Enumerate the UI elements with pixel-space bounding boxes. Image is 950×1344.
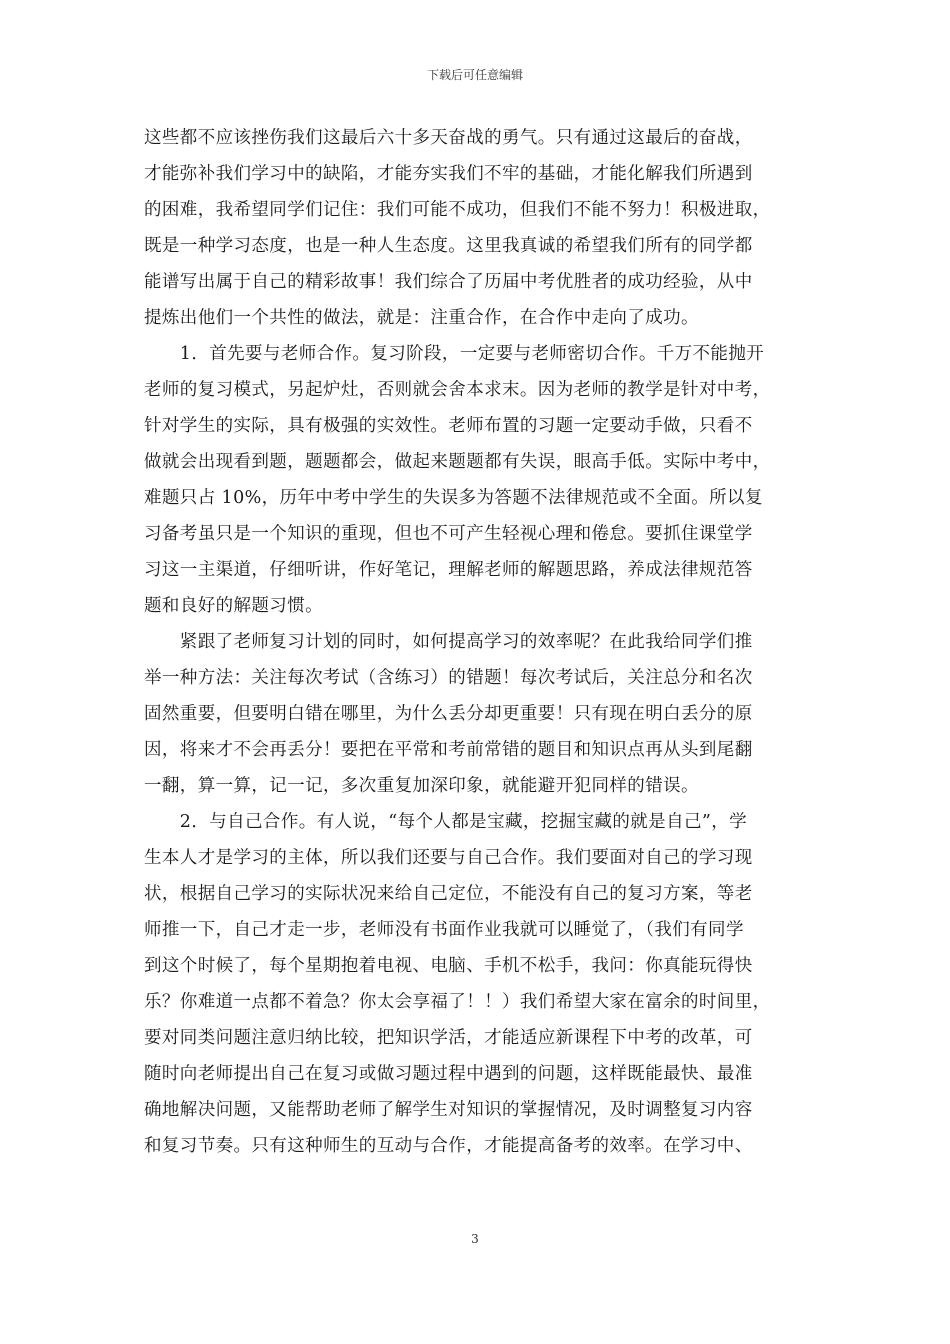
- text-line: 到这个时候了，每个星期抱着电视、电脑、手机不松手，我问：你真能玩得快: [144, 956, 753, 976]
- text-line: 紧跟了老师复习计划的同时，如何提高学习的效率呢？在此我给同学们推: [144, 632, 753, 652]
- text-line: 举一种方法：关注每次考试（含练习）的错题！每次考试后，关注总分和名次: [144, 668, 753, 688]
- text-line: 能谱写出属于自己的精彩故事！我们综合了历届中考优胜者的成功经验，从中: [144, 272, 753, 292]
- text-line: 难题只占 10%，历年中考中学生的失误多为答题不法律规范或不全面。所以复: [144, 488, 763, 508]
- text-line: 的困难，我希望同学们记住：我们可能不成功，但我们不能不努力！积极进取，: [144, 200, 771, 220]
- text-line: 题和良好的解题习惯。: [144, 596, 323, 616]
- text-line: 老师的复习模式，另起炉灶，否则就会舍本求末。因为老师的教学是针对中考，: [144, 380, 771, 400]
- document-body: [144, 120, 808, 1164]
- text-line: 要对同类问题注意归纳比较，把知识学活，才能适应新课程下中考的改革，可: [144, 1028, 753, 1048]
- text-line: 生本人才是学习的主体，所以我们还要与自己合作。我们要面对自己的学习现: [144, 848, 753, 868]
- text-line: 乐？你难道一点都不着急？你太会享福了！！）我们希望大家在富余的时间里，: [144, 992, 771, 1012]
- text-line: 随时向老师提出自己在复习或做习题过程中遇到的问题，这样既能最快、最准: [144, 1064, 753, 1084]
- text-line: 这些都不应该挫伤我们这最后六十多天奋战的勇气。只有通过这最后的奋战，: [144, 128, 753, 148]
- text-line: 师推一下，自己才走一步，老师没有书面作业我就可以睡觉了，（我们有同学: [144, 920, 744, 940]
- text-line: 固然重要，但要明白错在哪里，为什么丢分却更重要！只有现在明白丢分的原: [144, 704, 753, 724]
- text-line: 既是一种学习态度，也是一种人生态度。这里我真诚的希望我们所有的同学都: [144, 236, 753, 256]
- text-line: 做就会出现看到题，题题都会，做起来题题都有失误，眼高手低。实际中考中，: [144, 452, 771, 472]
- page-number: 3: [471, 1232, 479, 1246]
- text-line: 才能弥补我们学习中的缺陷，才能夯实我们不牢的基础，才能化解我们所遇到: [144, 164, 753, 184]
- text-line: 和复习节奏。只有这种师生的互动与合作，才能提高备考的效率。在学习中、: [144, 1136, 753, 1156]
- text-line: 1．首先要与老师合作。复习阶段，一定要与老师密切合作。千万不能抛开: [144, 344, 765, 364]
- text-line: 习这一主渠道，仔细听讲，作好笔记，理解老师的解题思路，养成法律规范答: [144, 560, 753, 580]
- text-line: 习备考虽只是一个知识的重现，但也不可产生轻视心理和倦怠。要抓住课堂学: [144, 524, 753, 544]
- page-header: 下载后可任意编辑: [426, 68, 523, 82]
- text-line: 针对学生的实际，具有极强的实效性。老师布置的习题一定要动手做，只看不: [144, 416, 753, 436]
- text-line: 确地解决问题，又能帮助老师了解学生对知识的掌握情况，及时调整复习内容: [144, 1100, 753, 1120]
- text-line: 2．与自己合作。有人说，“每个人都是宝藏，挖掘宝藏的就是自己”，学: [144, 812, 748, 832]
- text-line: 提炼出他们一个共性的做法，就是：注重合作，在合作中走向了成功。: [144, 308, 699, 328]
- text-line: 因，将来才不会再丢分！要把在平常和考前常错的题目和知识点再从头到尾翻: [144, 740, 753, 760]
- text-line: 一翻，算一算，记一记，多次重复加深印象，就能避开犯同样的错误。: [144, 776, 699, 796]
- text-line: 状，根据自己学习的实际状况来给自己定位，不能没有自己的复习方案，等老: [144, 884, 753, 904]
